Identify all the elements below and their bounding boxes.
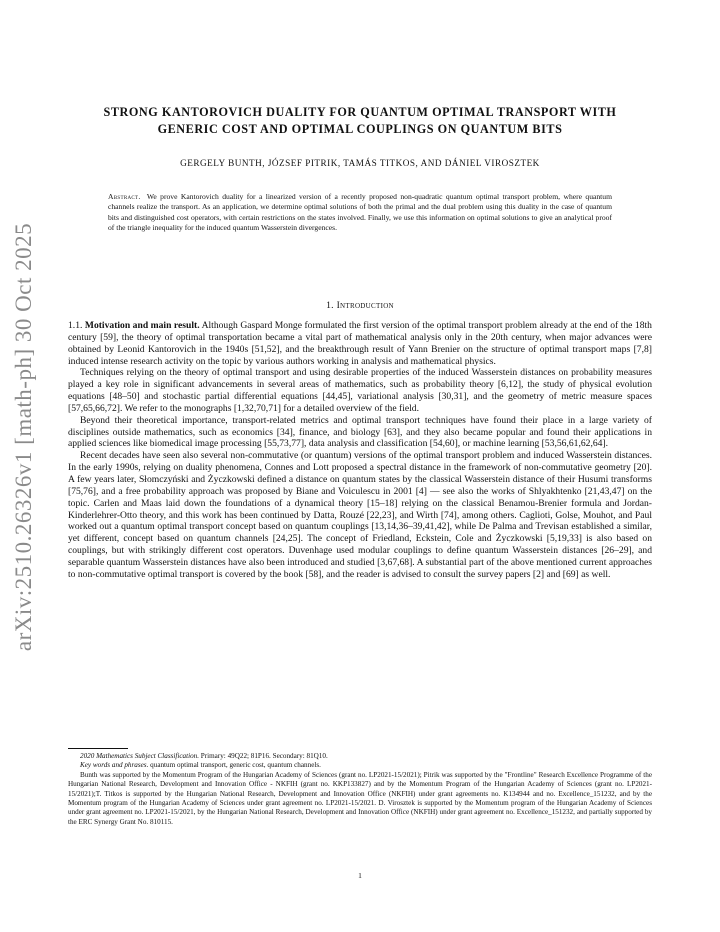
footnote-msc bbox=[68, 752, 652, 761]
section-title: Introduction bbox=[336, 300, 394, 311]
body-text bbox=[68, 320, 652, 581]
arxiv-identifier-text: arXiv:2510.26326v1 [math-ph] 30 Oct 2025 bbox=[11, 222, 36, 652]
footnote-rule bbox=[68, 748, 128, 749]
footnote-funding: Bunth was supported by the Momentum Program of the Hungarian Academy of Sciences (grant no. LP2021-15/2021); Pitrik was supported by the "Frontline" Research Excellence Programme of the Hungarian National Research, Development and Innovation Office - NKFIH (grant no. KKP133827) and by the Momentum Program of the Hungarian Academy of Sciences (grant no. LP2021-15/2021);T. Titkos is supported by the Hungarian National Research, Development and Innovation Office (NKFIH) under grant agreements no. K134944 and no. Excellence_151232, and by the Momentum program of the Hungarian Academy of Sciences under grant agreement no. LP2021-15/2021. D. Virosztek is supported by the Momentum program of the Hungarian Academy of Sciences under grant agreement no. LP2021-15/2021, by the Hungarian National Research, Development and Innovation Office (NKFIH) under grant agreement no. Excellence_151232, and partially supported by the ERC Synergy Grant No. 810115. bbox=[68, 770, 652, 826]
paragraph-1-text: Although Gaspard Monge formulated the first version of the optimal transport problem already at the end of the 18th century [59], the theory of optimal transportation became a vital part of mathematical analysis only in the 20th century, when major advances were obtained by Leonid Kantorovich in the 1940s [51,52], and the breakthrough result of Yann Brenier on the structure of optimal transport maps [7,8] induced intense research activity on the topic by various authors working in analysis and mathematical physics. bbox=[68, 320, 652, 367]
abstract-label: Abstract. bbox=[108, 192, 141, 201]
author-list: GERGELY BUNTH, JÓZSEF PITRIK, TAMÁS TITKOS, AND DÁNIEL VIROSZTEK bbox=[180, 158, 540, 168]
section-heading bbox=[70, 300, 650, 311]
keywords-label: Key words and phrases. bbox=[80, 761, 149, 770]
subsection-number: 1.1. bbox=[68, 320, 83, 331]
footnote-keywords bbox=[68, 761, 652, 770]
subsection-title: Motivation and main result. bbox=[84, 320, 200, 331]
paragraph-3: Beyond their theoretical importance, transport-related metrics and optimal transport techniques have found their place in a large variety of disciplines outside mathematics, such as economics [34], finance, and biology [63], and they also became popular and found their applications in applied sciences like biomedical image processing [55,73,77], data analysis and classification [54,60], or machine learning [53,56,61,62,64]. bbox=[68, 414, 652, 450]
paper-title-line-2: GENERIC COST AND OPTIMAL COUPLINGS ON QUANTUM BITS bbox=[157, 122, 563, 136]
page-number: 1 bbox=[358, 871, 362, 880]
paragraph-2: Techniques relying on the theory of optimal transport and using desirable properties of the induced Wasserstein distances on probability measures played a key role in significant advancements in several areas of mathematics, such as probability theory [6,12], the study of physical evolution equations [48–50] and stochastic partial differential equations [44,45], variational analysis [30,31], and the geometry of metric measure spaces [57,65,66,72]. We refer to the monographs [1,32,70,71] for a detailed overview of the field. bbox=[68, 367, 652, 414]
msc-text: Primary: 49Q22; 81P16. Secondary: 81Q10. bbox=[200, 752, 328, 760]
footnotes bbox=[68, 752, 652, 827]
abstract bbox=[108, 192, 612, 234]
paper-title-line-1: STRONG KANTOROVICH DUALITY FOR QUANTUM OPTIMAL TRANSPORT WITH bbox=[103, 105, 617, 119]
msc-label: 2020 Mathematics Subject Classification. bbox=[80, 752, 199, 760]
paragraph-4: Recent decades have seen also several non-commutative (or quantum) versions of the optimal transport problem and induced Wasserstein distances. In the early 1990s, relying on duality phenomena, Connes and Lott proposed a spectral distance in the framework of non-commutative geometry [20]. A few years later, Słomczyński and Życzkowski defined a distance on quantum states by the classical Wasserstein distance of their Husumi transforms [75,76], and a free probability approach was proposed by Biane and Voiculescu in 2001 [4] — see also the works of Shlyakhtenko [21,43,47] on the topic. Carlen and Maas laid down the foundations of a dynamical theory [15–18] relying on the classical Benamou-Brenier formula and Jordan-Kinderlehrer-Otto theory, and this work has been continued by Datta, Rouzé [22,23], and Wirth [74], among others. Caglioti, Golse, Mouhot, and Paul worked out a quantum optimal transport concept based on quantum couplings [13,14,36–39,41,42], while De Palma and Trevisan established a similar, yet different, concept based on quantum channels [24,25]. The concept of Friedland, Eckstein, Cole and Życzkowski [5,19,33] is also based on couplings, but with strikingly different cost operators. Duvenhage used modular couplings to define quantum Wasserstein distances [26–29], and separable quantum Wasserstein distances have also been introduced and studied [3,67,68]. A substantial part of the above mentioned current approaches to non-commutative optimal transport is covered by the book [58], and the reader is advised to consult the survey papers [2] and [69] as well. bbox=[68, 450, 652, 580]
section-number: 1. bbox=[326, 300, 334, 311]
paragraph-1 bbox=[68, 320, 652, 367]
keywords-text: quantum optimal transport, generic cost, quantum channels. bbox=[150, 761, 321, 770]
arxiv-identifier-watermark bbox=[4, 222, 44, 652]
abstract-text: We prove Kantorovich duality for a linearized version of a recently proposed non-quadratic quantum optimal transport problem, where quantum channels realize the transport. As an application, we determine optimal solutions of both the primal and the dual problem using this duality in the case of quantum bits and distinguished cost operators, with certain restrictions on the states involved. Finally, we use this information on optimal solutions to give an analytical proof of the triangle inequality for the induced quantum Wasserstein divergences. bbox=[108, 192, 612, 233]
